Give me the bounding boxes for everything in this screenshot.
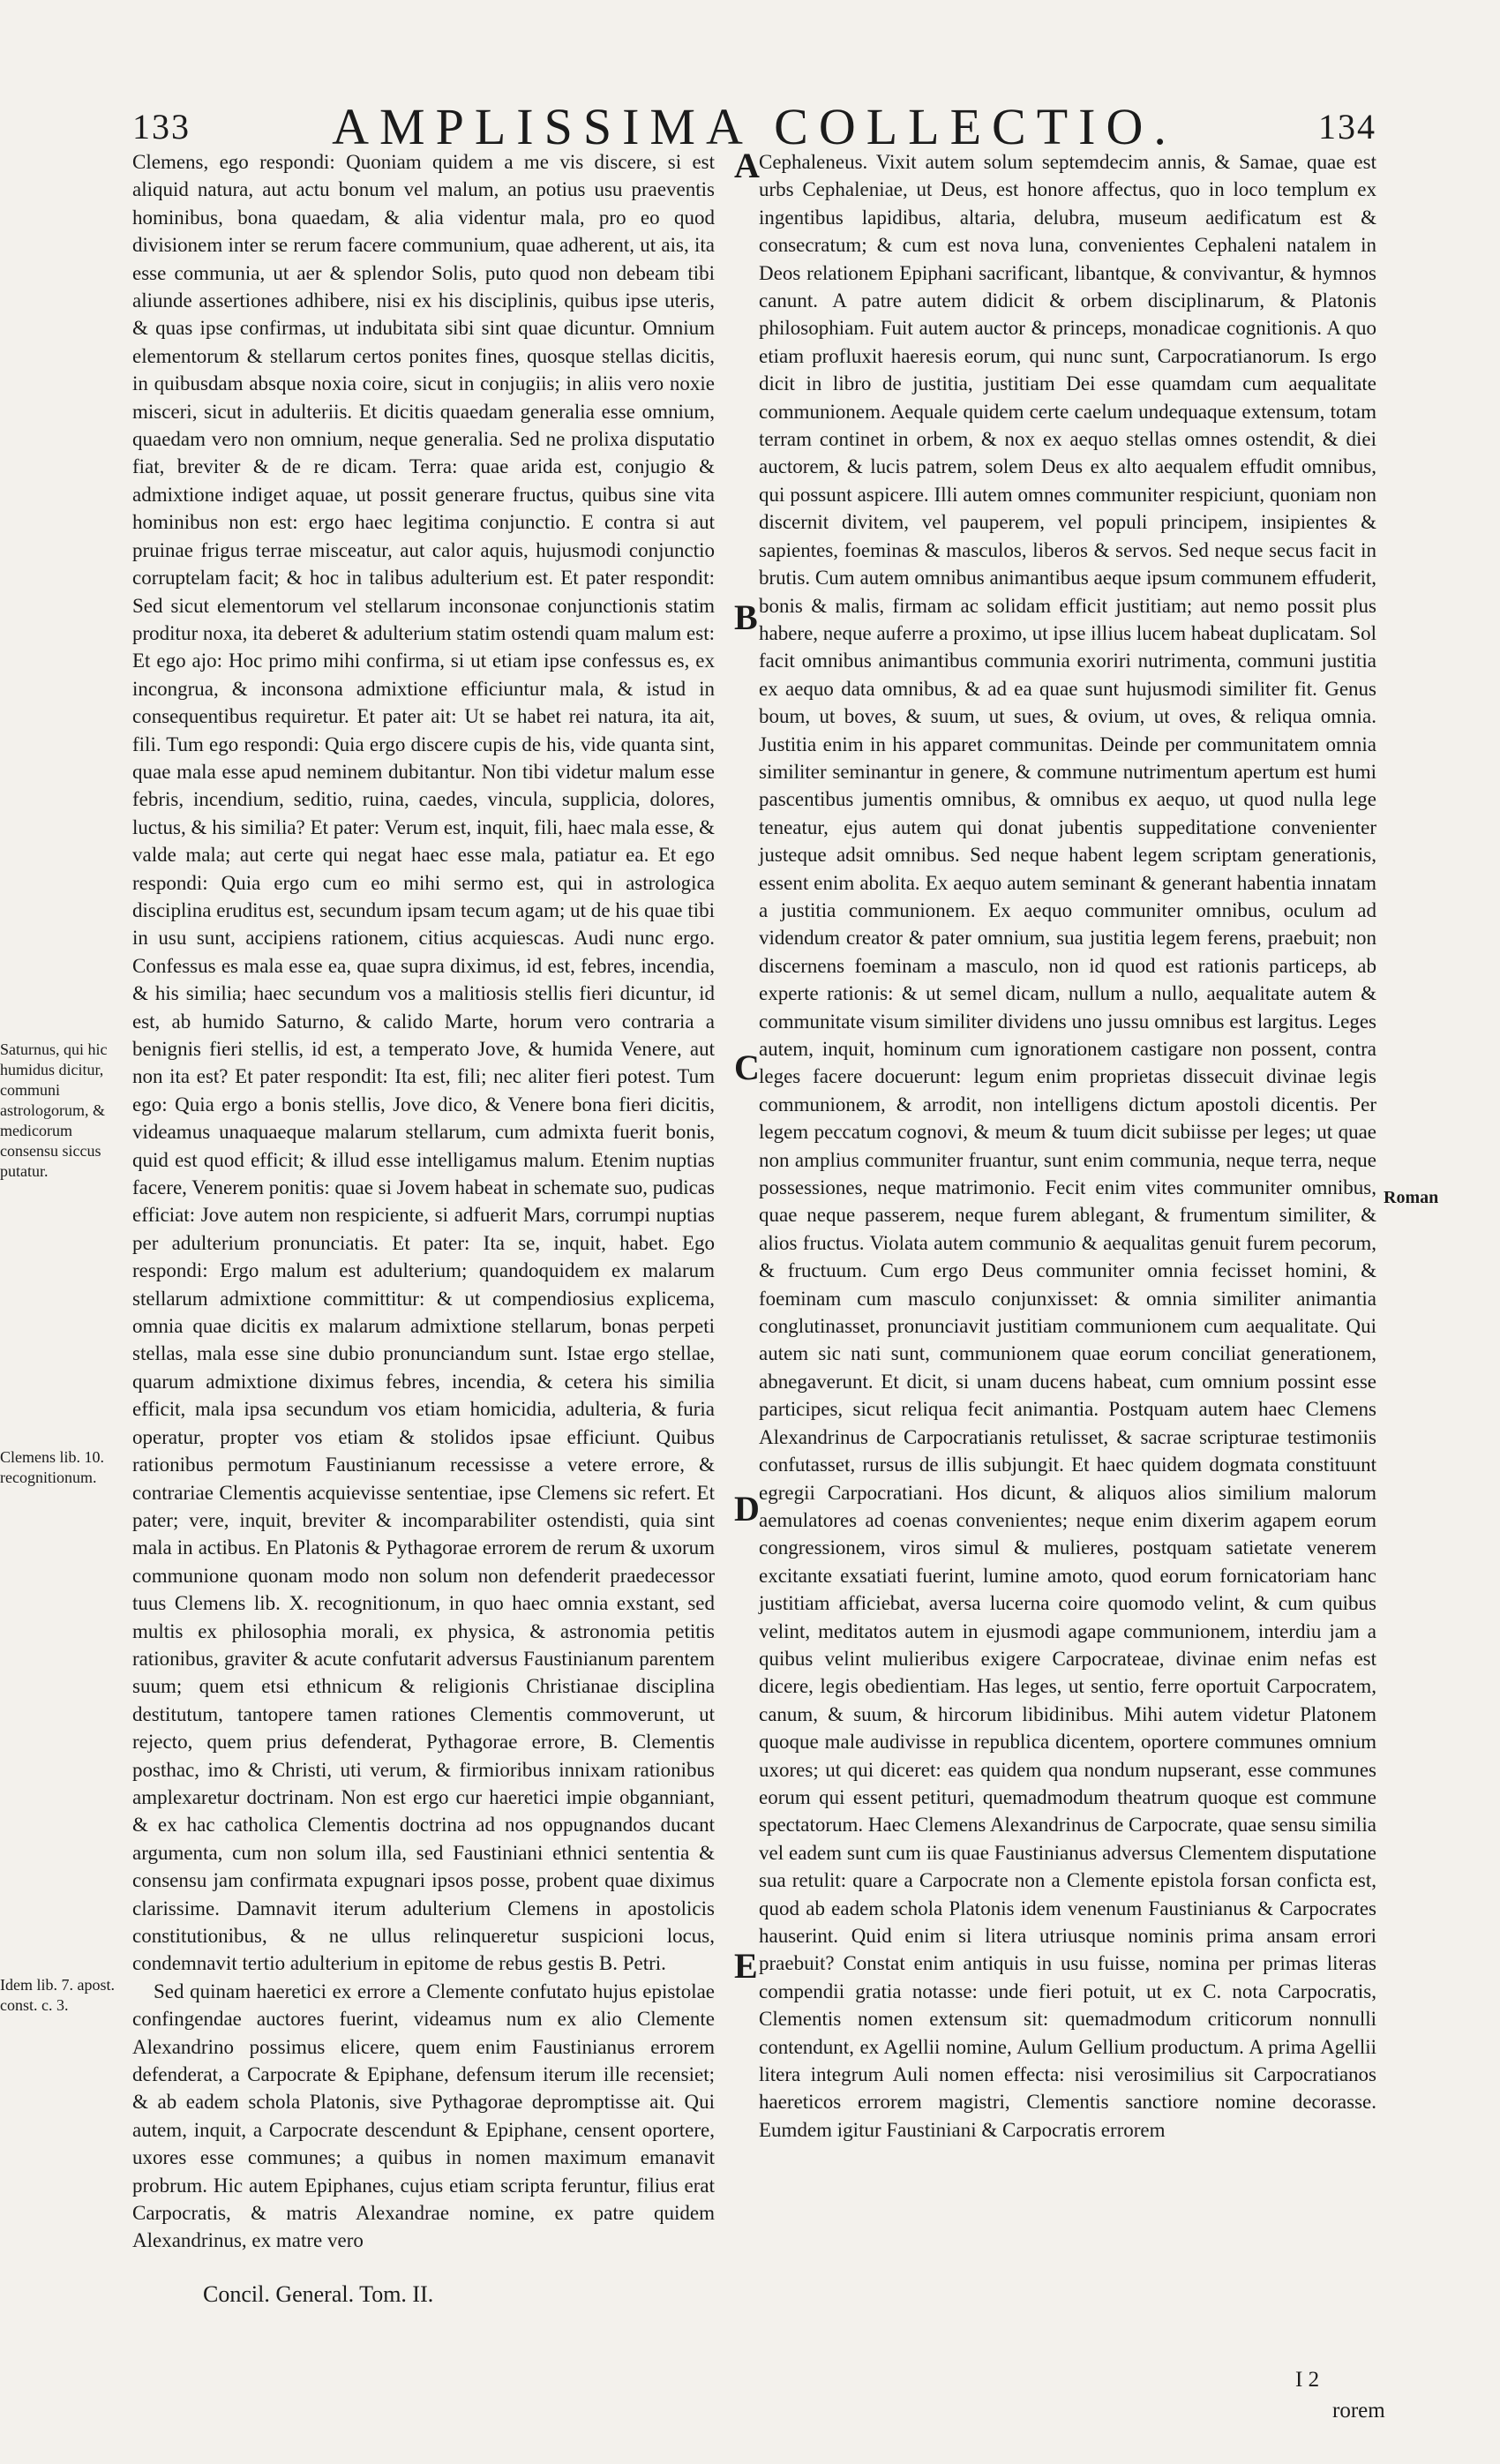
margin-note-clemens-lib: Clemens lib. 10. recognitionum. bbox=[0, 1448, 104, 1486]
signature-mark: I 2 bbox=[1295, 2368, 1320, 2392]
section-letter-d: D bbox=[734, 1489, 760, 1529]
running-title: AMPLISSIMA COLLECTIO. bbox=[332, 97, 1177, 155]
catchword: rorem bbox=[1332, 2399, 1385, 2423]
margin-note-idem-lib: Idem lib. 7. apost. const. c. 3. bbox=[0, 1976, 115, 2014]
section-letter-e: E bbox=[734, 1946, 758, 1986]
section-letter-a: A bbox=[734, 146, 760, 185]
margin-note-roman: Roman bbox=[1384, 1188, 1439, 1207]
right-column bbox=[759, 148, 1376, 2144]
right-paragraph-1: Cephaleneus. Vixit autem solum septemdecim annis, & Samae, quae est urbs Cephaleniae, ut Deus, est honore affectus, quo in loco templum ex ingentibus lapidibus, altaria, delubra, museum aedificatum est & consecratum; & cum est nova luna, convenientes Cephaleni natalem in Deos relationem Epiphani sacrificant, libantque, & convivantur, & hymnos canunt. A patre autem didicit & orbem disciplinarum, & Platonis philosophiam. Fuit autem auctor & princeps, monadicae cognitionis. A quo etiam profluxit haeresis eorum, qui nunc sunt, Carpocratianorum. Is ergo dicit in libro de justitia, justitiam Dei esse quamdam cum aequalitate communionem. Aequale quidem certe caelum undequaque extensum, totam terram continet in orbem, & nox ex aequo stellas omnes ostendit, & diei auctorem, & lucis patrem, solem Deus ex alto aequalem effudit omnibus, qui possunt aspicere. Illi autem omnes communiter respiciunt, quoniam non discernit divitem, vel pauperem, vel populi principem, insipientes & sapientes, foeminas & masculos, liberos & servos. Sed neque secus facit in brutis. Cum autem omnibus animantibus aeque ipsum communem effuderit, bonis & malis, firmam ac solidam efficit justitiam; aut nemo possit plus habere, neque auferre a proximo, ut ipse illius lucem habeat duplicatam. Sol facit omnibus animantibus communia exoriri nutrimenta, communi justitia ex aequo data omnibus, & ad ea quae sunt hujusmodi similiter fit. Genus boum, ut boves, & suum, ut sues, & ovium, ut oves, & reliqua omnia. Justitia enim in his apparet communitas. Deinde per communitatem omnia similiter seminantur in genere, & commune nutrimentum apertum est humi pascentibus jumentis omnibus, & omnibus ex aequo, ut quod nulla lege teneatur, ejus autem qui donat jubentis suppeditatione convenienter justeque adsit omnibus. Sed neque habent legem scriptam generationis, essent enim abolita. Ex aequo autem seminant & generant habentia innatam a justitia communionem. Ex aequo communiter omnibus, oculum ad videndum creator & pater omnium, sua justitia legem ferens, praebuit; non discernens foeminam a masculo, non id quod est rationis particeps, ab experte rationis: & ut semel dicam, nullum a nullo, aequalitate autem & communitate visum similiter dividens uno jussu omnibus est largitus. Leges autem, inquit, hominum cum ignorationem castigare non possent, contra leges facere docuerunt: legum enim proprietas dissecuit divinae legis communionem, & arrodit, non intelligens dictum apostoli dicentis. Per legem peccatum cognovi, & meum & tuum dicit subiisse per leges; ut quae non amplius communiter fruantur, sunt enim communia, neque terra, neque possessiones, neque matrimonio. Fecit enim vites communiter omnibus, quae neque passerem, neque furem ablegant, & frumentum similiter, & alios fructus. Violata autem communio & aequalitas genuit furem pecorum, & fructuum. Cum ergo Deus communiter omnia fecisset homini, & foeminam cum masculo conjunxisset: & omnia similiter animantia conglutinasset, pronunciavit justitiam communionem cum aequalitate. Qui autem sic nati sunt, communionem quae eorum conciliat generationem, abnegaverunt. Et dicit, si unam ducens habeat, cum omnium possint esse participes, sicut reliqua fecit animantia. Postquam autem haec Clemens Alexandrinus de Carpocratianis retulisset, & sacrae scripturae testimoniis confutasset, rursus de illis subjungit. Et haec quidem dogmata constituunt egregii Carpocratiani. Hos dicunt, & aliquos alios similium malorum aemulatores ad coenas convenientes; neque enim dixerim agapem eorum congressionem, viros simul & mulieres, postquam satietate venerem excitante exsatiati fuerint, lumine amoto, quod eorum fornicatoriam hanc justitiam afficiebat, aversa lucerna coire quomodo velint, & cum quibus velint, meditatos autem in ejusmodi agape communionem, interdiu jam a quibus velint mulieribus exigere Carpocrateae, divinae enim nefas est dicere, legis obedientiam. Has leges, ut sentio, ferre oportuit Carpocratem, canum, & suum, & hircorum libidinibus. Mihi autem videtur Platonem quoque male audivisse in republica dicentem, oportere communes omnium uxores; ut qui diceret: eas quidem qua nondum nupserant, esse communes eorum qui essent petituri, quemadmodum theatrum quoque est commune spectatorum. Haec Clemens Alexandrinus de Carpocrate, quae sensu similia vel eadem sunt cum iis quae Faustinianus adversus Clementem disputatione sua retulit: quare a Carpocrate non a Clemente epistola forsan conficta est, quod ab eadem schola Platonis idem venenum Faustinianus & Carpocrates hauserint. Quid enim si litera utriusque nominis prima ansam errori praebuit? Constat enim antiquis in usu fuisse, nomina per primas literas compendii gratia notasse: unde fieri potuit, ut ex C. nota Carpocratis, Clementis nomen extensum sit: quemadmodum criticorum nonnulli contendunt, ex Agellii nomine, Aulum Gellium productum. A prima Agellii litera integrum Auli nomen effecta: nisi verosimilius sit Carpocratianos haereticos errorem magistri, Clementis sanctiore nomine decorasse. Eumdem igitur Faustiniani & Carpocratis errorem bbox=[759, 151, 1377, 2141]
left-paragraph-2: Sed quinam haeretici ex errore a Clemente confutato hujus epistolae confingendae auctores fuerint, videamus num ex alio Clemente Alexandrino possimus elicere, quem enim Faustinianus errorem defenderat, a Carpocrate & Epiphane, defensum iterum ille recensiet; & ab eadem schola Platonis, sive Pythagorae depromptisse ait. Qui autem, inquit, a Carpocrate descendunt & Epiphane, censent oportere, uxores esse communes; a quibus in nomen maximum emanavit probrum. Hic autem Epiphanes, cujus etiam scripta feruntur, filius erat Carpocratis, & matris Alexandrae nomine, ex patre quidem Alexandrinus, ex matre vero bbox=[132, 1979, 715, 2252]
right-page-number: 134 bbox=[1318, 106, 1376, 146]
margin-note-saturnus: Saturnus, qui hic humidus dicitur, communi astrologorum, & medicorum consensu siccus putatur. bbox=[0, 1040, 108, 1180]
section-letter-b: B bbox=[734, 597, 758, 637]
left-paragraph-1: Clemens, ego respondi: Quoniam quidem a me vis discere, si est aliquid natura, aut actu bonum vel malum, an potius usu praeventis hominibus, bona quaedam, & alia videntur mala, pro eo quod divisionem inter se rerum facere communium, quae adherent, ut ais, ita esse communia, ut aer & splendor Solis, puto quod non debeam tibi aliunde assertiones adhibere, nisi ex his disciplinis, quibus ipse uteris, & quas ipse confirmas, ut indubitata sibi sint quae dicuntur. Omnium elementorum & stellarum certos ponites fines, quosque stellas dicitis, in quibusdam absque noxia coire, sicut in conjugiis; in aliis vero noxie misceri, sicut in adulteriis. Et dicitis quaedam generalia esse omnium, quaedam vero non omnium, neque generalia. Sed ne prolixa disputatio fiat, breviter & de re dicam. Terra: quae arida est, conjugio & admixtione indiget aquae, ut possit generare fructus, quibus sine vita hominibus non est: ergo haec legitima conjunctio. E contra si aut pruinae frigus terrae misceatur, aut calor aquis, hujusmodi conjunctio corruptelam facit; & hoc in talibus adulterium est. Et pater respondit: Sed sicut elementorum vel stellarum inconsonae conjunctionis statim proditur noxa, ita deberet & adulterium statim ostendi quam malum est: Et ego ajo: Hoc primo mihi confirma, si ut etiam ipse confessus es, ex incongrua, & inconsona admixtione efficiuntur mala, & istud in consequentibus requiretur. Et pater ait: Ut se habet rei natura, ita ait, fili. Tum ego respondi: Quia ergo discere cupis de his, vide quanta sint, quae mala esse apud neminem dubitantur. Non tibi videtur malum esse febris, incendium, seditio, ruina, caedes, vincula, supplicia, dolores, luctus, & his similia? Et pater: Verum est, inquit, fili, haec mala esse, & valde mala; aut certe qui negat haec esse mala, patiatur ea. Et ego respondi: Quia ergo cum eo mihi sermo est, qui in astrologica disciplina eruditus est, secundum ipsam tecum agam; ut de his quae tibi in usu sunt, accipiens rationem, citius acquiescas. Audi nunc ergo. Confessus es mala esse ea, quae supra diximus, id est, febres, incendia, & his similia; haec secundum vos a malitiosis stellis fieri dicuntur, id est, ab humido Saturno, & calido Marte, horum vero contraria a benignis fieri stellis, id est, a temperato Jove, & humida Venere, aut non ita est? Et pater respondit: Ita est, fili; nec aliter fieri potest. Tum ego: Quia ergo a bonis stellis, Jove dico, & Venere bona fieri dicitis, videamus unaquaeque malarum stellarum, cum admixta fuerit bonis, quid est quod efficit; & illud esse intelligamus malum. Etenim nuptias facere, Venerem ponitis: quae si Jovem habeat in schemate suo, pudicas efficiat: Jove autem non respiciente, si adfuerit Mars, corrumpi nuptias per adulterium pronunciatis. Et pater: Ita se, inquit, habet. Ego respondi: Ergo malum est adulterium; quandoquidem ex malarum stellarum admixtione committitur: & ut compendiosius explicema, omnia quae dicitis ex malarum admixtione stellarum, bonas perpeti stellas, mala esse sine dubio pronunciandum sunt. Istae ergo stellae, quarum admixtione diximus febres, incendia, & cetera his similia efficit, mala ipsa secundum vos etiam homicidia, adulteria, & furia operatur, propter vos etiam & stolidos ipsae efficiunt. Quibus rationibus permotum Faustinianum recessisse a vetere errore, & contrariae Clementis acquievisse sententiae, ipse Clemens sic refert. Et pater; vere, inquit, breviter & incomparabiliter ostendisti, quia sint mala in actibus. En Platonis & Pythagorae errorem de rerum & uxorum communione quonam modo non solum non defenderit praedecessor tuus Clemens lib. X. recognitionum, in quo haec omnia exstant, sed multis ex philosophia morali, ex physica, & astronomia petitis rationibus, graviter & acute confutarit adversus Faustinianum parentem suum; quem etsi ethnicum & religionis Christianae disciplina destitutum, tantopere tamen rationes Clementis commoverunt, ut rejecto, quem prius defenderat, Pythagorae errore, B. Clementis posthac, imo & Christi, uti verum, & firmioribus innixam rationibus amplexaretur doctrinam. Non est ergo cur haeretici impie obganniant, & ex hac catholica Clementis doctrina ad nos oppugnandos ducant argumenta, cum non solum illa, sed Faustiniani ethnici sententia & consensu jam confirmata expugnari ipsos posse, probent quae diximus clarissime. Damnavit iterum adulterium Clemens in apostolicis constitutionibus, & ne ullus relinqueretur suspicioni locus, condemnavit tertio adulterium in epitome de rebus gestis B. Petri. bbox=[132, 151, 715, 1975]
footer-concil: Concil. General. Tom. II. bbox=[203, 2281, 434, 2307]
left-page-number: 133 bbox=[132, 106, 191, 146]
left-column bbox=[132, 148, 715, 2255]
section-letter-c: C bbox=[734, 1048, 760, 1087]
